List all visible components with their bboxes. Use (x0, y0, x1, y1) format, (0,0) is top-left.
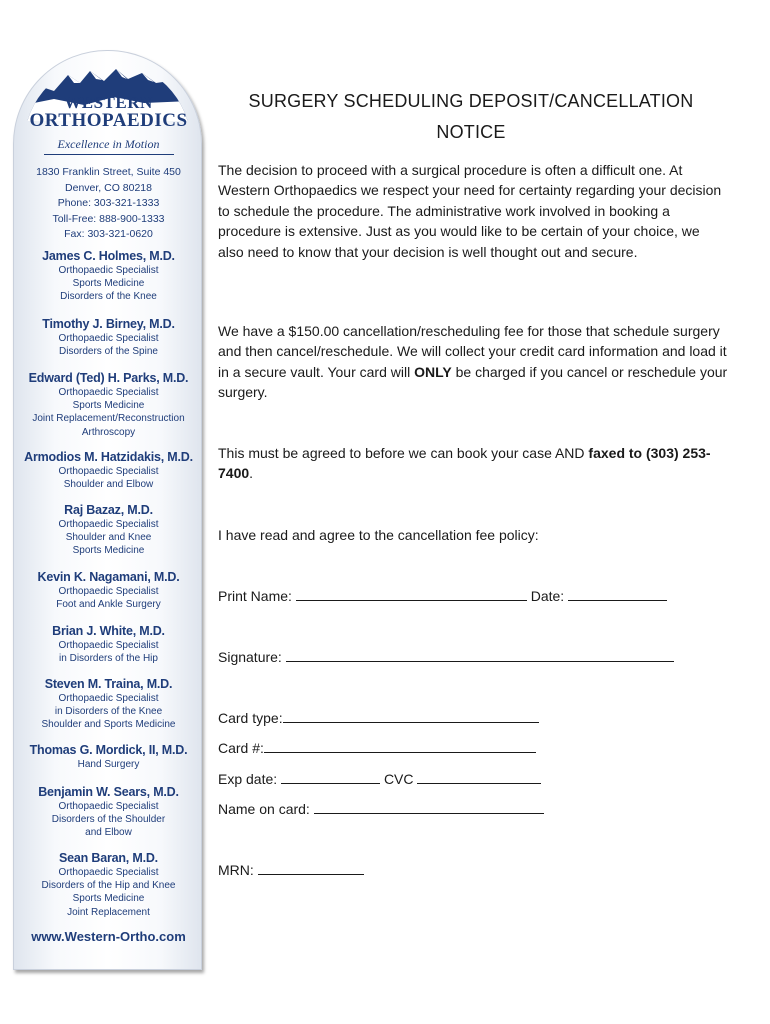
notice-title-line1: SURGERY SCHEDULING DEPOSIT/CANCELLATION (248, 91, 694, 111)
print-name-row (218, 586, 667, 606)
doctor-name: James C. Holmes, M.D. (42, 249, 175, 263)
fax-text: This must be agreed to before we can book your case AND (218, 445, 589, 461)
exp-cvc-row (218, 769, 541, 789)
doctor-entry (14, 450, 203, 491)
address-phone: Phone: 303-321-1333 (57, 197, 160, 209)
website-link[interactable]: www.Western-Ortho.com (31, 929, 186, 944)
doctor-specialty: Orthopaedic Specialist (58, 640, 159, 651)
doctor-specialty: Disorders of the Spine (59, 346, 158, 358)
tagline: Excellence in Motion (57, 137, 160, 151)
doctor-name: Sean Baran, M.D. (59, 851, 158, 865)
date-label: Date: (530, 588, 565, 604)
logo-word-orthopaedics: ORTHOPAEDICS (29, 110, 188, 131)
intro-paragraph: The decision to proceed with a surgical procedure is often a difficult one. At Western Orthopaedics we respect your need for certainty regarding your decision to schedule the procedure. The administrative work involved in booking a procedure is extensive. Just as you would like to be certain of your choice, we also need to know that your decision is well thought out and secure. (218, 162, 722, 260)
doctor-specialty: Orthopaedic Specialist (58, 333, 159, 344)
doctor-specialty: Orthopaedic Specialist (58, 466, 159, 477)
fee-emphasis: ONLY (414, 363, 452, 380)
agreement-statement: I have read and agree to the cancellation fee policy: (218, 527, 539, 543)
exp-date-label: Exp date: (218, 771, 278, 787)
mrn-field[interactable] (258, 861, 364, 875)
name-on-card-field[interactable] (314, 800, 544, 814)
card-type-label: Card type: (218, 710, 283, 726)
tagline-divider (44, 154, 174, 155)
doctor-entry (14, 317, 203, 358)
doctor-entry (14, 249, 203, 304)
address-fax: Fax: 303-321-0620 (64, 228, 153, 240)
doctor-specialty: Orthopaedic Specialist (58, 586, 159, 597)
doctor-entry (14, 743, 203, 771)
signature-row (218, 647, 674, 667)
card-type-field[interactable] (283, 709, 539, 723)
doctor-specialty: in Disorders of the Hip (59, 653, 158, 665)
fee-text: We have a $150.00 cancellation/rescheduling fee for those that schedule surgery and then cancel/reschedule. We will collect your credit card information and load it in a secure vault. Your card will (218, 323, 727, 380)
doctor-specialty: in Disorders of the Knee (54, 706, 163, 718)
name-on-card-label: Name on card: (218, 801, 310, 817)
exp-date-field[interactable] (281, 770, 380, 784)
doctor-name: Brian J. White, M.D. (52, 624, 165, 638)
doctor-name: Benjamin W. Sears, M.D. (38, 785, 179, 799)
doctor-entry (14, 503, 203, 558)
doctor-specialty: Disorders of the Shoulder (51, 814, 166, 826)
print-name-label: Print Name: (218, 588, 292, 604)
doctor-name: Edward (Ted) H. Parks, M.D. (28, 371, 189, 385)
practice-sidebar (13, 50, 202, 970)
doctor-entry (14, 570, 203, 611)
doctor-specialty: Disorders of the Knee (60, 291, 157, 303)
doctor-specialty: Foot and Ankle Surgery (56, 599, 161, 611)
print-name-field[interactable] (296, 587, 527, 601)
doctor-name: Steven M. Traina, M.D. (44, 677, 173, 691)
doctor-name: Thomas G. Mordick, II, M.D. (29, 743, 188, 757)
doctor-specialty: Sports Medicine (72, 278, 145, 290)
card-number-label: Card #: (218, 740, 264, 756)
address-toll-free: Toll-Free: 888-900-1333 (52, 212, 165, 225)
fax-text-end: . (249, 465, 254, 482)
doctor-specialty: Orthopaedic Specialist (58, 801, 159, 812)
doctor-specialty: Orthopaedic Specialist (58, 519, 159, 530)
logo-word-western: WESTERN (64, 93, 153, 112)
doctor-entry (14, 677, 203, 732)
date-field[interactable] (568, 587, 667, 601)
doctor-specialty: Arthroscopy (81, 426, 136, 438)
doctor-specialty: Joint Replacement (67, 906, 150, 918)
doctor-name: Timothy J. Birney, M.D. (42, 317, 175, 331)
doctor-entry (14, 785, 203, 840)
doctor-name: Armodios M. Hatzidakis, M.D. (24, 450, 193, 464)
cvc-label: CVC (383, 771, 414, 787)
fax-emphasis: faxed to (303) 253-7400 (218, 445, 711, 482)
mrn-row (218, 860, 364, 880)
doctor-specialty: Shoulder and Elbow (63, 479, 154, 491)
doctor-specialty: Shoulder and Sports Medicine (41, 719, 176, 731)
doctor-entry (14, 371, 203, 439)
fee-text-end: be charged if you cancel or reschedule your surgery. (218, 363, 728, 401)
doctor-name: Kevin K. Nagamani, M.D. (37, 570, 180, 584)
name-on-card-row (218, 799, 544, 819)
doctor-specialty: Orthopaedic Specialist (58, 693, 159, 704)
fax-paragraph (218, 443, 728, 484)
card-number-row (218, 738, 536, 758)
doctor-specialty: Orthopaedic Specialist (58, 387, 159, 398)
doctor-name: Raj Bazaz, M.D. (64, 503, 153, 517)
practice-address (14, 165, 203, 243)
fee-paragraph (218, 321, 728, 403)
address-street: 1830 Franklin Street, Suite 450 (36, 166, 181, 178)
doctor-specialty: and Elbow (85, 827, 132, 839)
mrn-label: MRN: (218, 862, 254, 878)
cvc-field[interactable] (417, 770, 541, 784)
doctor-specialty: Disorders of the Hip and Knee (41, 880, 176, 892)
address-city: Denver, CO 80218 (65, 181, 152, 194)
doctor-specialty: Orthopaedic Specialist (58, 867, 159, 878)
card-type-row (218, 708, 539, 728)
signature-label: Signature: (218, 649, 282, 665)
signature-field[interactable] (286, 648, 674, 662)
card-number-field[interactable] (264, 739, 536, 753)
notice-title-line2: NOTICE (436, 122, 506, 142)
doctor-specialty: Orthopaedic Specialist (58, 265, 159, 276)
doctor-specialty: Sports Medicine (72, 400, 145, 412)
doctor-specialty: Shoulder and Knee (65, 532, 152, 544)
doctor-entry (14, 851, 203, 919)
doctor-specialty: Hand Surgery (77, 759, 140, 770)
doctor-entry (14, 624, 203, 665)
doctor-specialty: Sports Medicine (72, 545, 145, 557)
doctor-specialty: Joint Replacement/Reconstruction (32, 413, 185, 425)
doctor-specialty: Sports Medicine (72, 893, 145, 905)
